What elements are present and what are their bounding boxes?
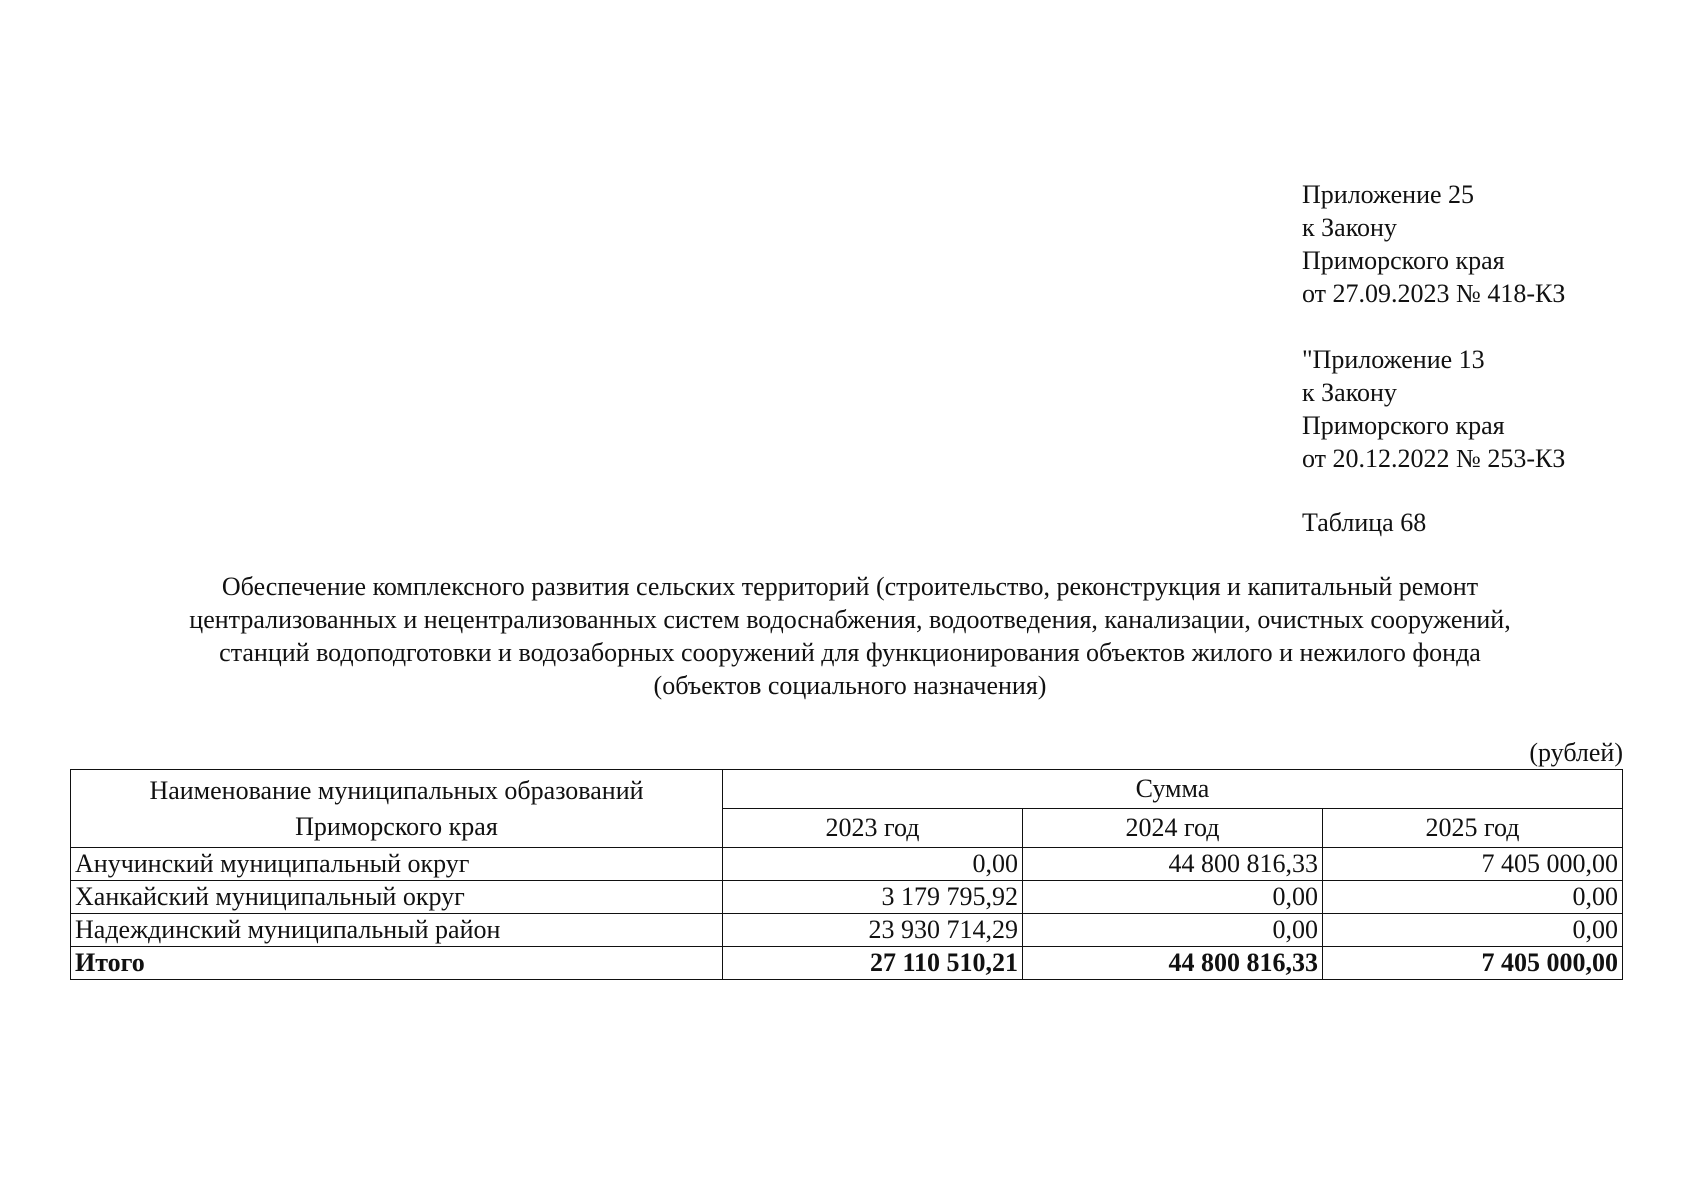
table-row: [71, 848, 1623, 881]
row-value-2025: 7 405 000,00: [1323, 848, 1623, 881]
table-number: Таблица 68: [1302, 508, 1427, 537]
attachment-amended: [1302, 343, 1565, 475]
year-header-2025: 2025 год: [1323, 809, 1623, 848]
attachment-current-line-1: Приложение 25: [1302, 180, 1475, 209]
year-header-2023: 2023 год: [722, 809, 1022, 848]
title-line-1: Обеспечение комплексного развития сельских территорий (строительство, реконструкция и капитальный ремонт: [221, 572, 1479, 601]
total-label: Итого: [71, 947, 723, 980]
title-line-4: (объектов социального назначения): [653, 671, 1047, 700]
sum-column-header: Сумма: [722, 770, 1622, 809]
row-value-2025: 0,00: [1323, 914, 1623, 947]
row-value-2023: 23 930 714,29: [722, 914, 1022, 947]
table-header-row: [71, 770, 1623, 809]
row-value-2024: 0,00: [1023, 914, 1323, 947]
unit-label: (рублей): [1529, 738, 1623, 767]
year-header-2024: 2024 год: [1023, 809, 1323, 848]
total-value-2024: 44 800 816,33: [1023, 947, 1323, 980]
row-value-2023: 3 179 795,92: [722, 881, 1022, 914]
total-value-2025: 7 405 000,00: [1323, 947, 1623, 980]
total-value-2023: 27 110 510,21: [722, 947, 1022, 980]
row-value-2023: 0,00: [722, 848, 1022, 881]
attachment-amended-line-4: от 20.12.2022 № 253-КЗ: [1302, 444, 1566, 473]
row-value-2025: 0,00: [1323, 881, 1623, 914]
row-value-2024: 0,00: [1023, 881, 1323, 914]
table-row: [71, 914, 1623, 947]
attachment-amended-line-2: к Закону: [1302, 378, 1397, 407]
attachment-current-line-3: Приморского края: [1302, 246, 1505, 275]
name-column-header: [71, 770, 723, 848]
table-total-row: [71, 947, 1623, 980]
attachment-current-line-2: к Закону: [1302, 213, 1397, 242]
title-line-2: централизованных и нецентрализованных систем водоснабжения, водоотведения, канализации, очистных сооружений,: [189, 605, 1511, 634]
document-title: [70, 570, 1630, 702]
row-name: Ханкайский муниципальный округ: [71, 881, 723, 914]
name-header-line-2: Приморского края: [295, 811, 498, 841]
row-name: Анучинский муниципальный округ: [71, 848, 723, 881]
table-row: [71, 881, 1623, 914]
attachment-amended-line-3: Приморского края: [1302, 411, 1505, 440]
row-value-2024: 44 800 816,33: [1023, 848, 1323, 881]
row-name: Надеждинский муниципальный район: [71, 914, 723, 947]
title-line-3: станций водоподготовки и водозаборных сооружений для функционирования объектов жилого и нежилого фонда: [219, 638, 1481, 667]
budget-table: [70, 769, 1623, 980]
attachment-current-line-4: от 27.09.2023 № 418-КЗ: [1302, 279, 1566, 308]
name-header-line-1: Наименование муниципальных образований: [149, 775, 644, 805]
attachment-amended-line-1: "Приложение 13: [1302, 345, 1485, 374]
attachment-current: [1302, 178, 1565, 310]
